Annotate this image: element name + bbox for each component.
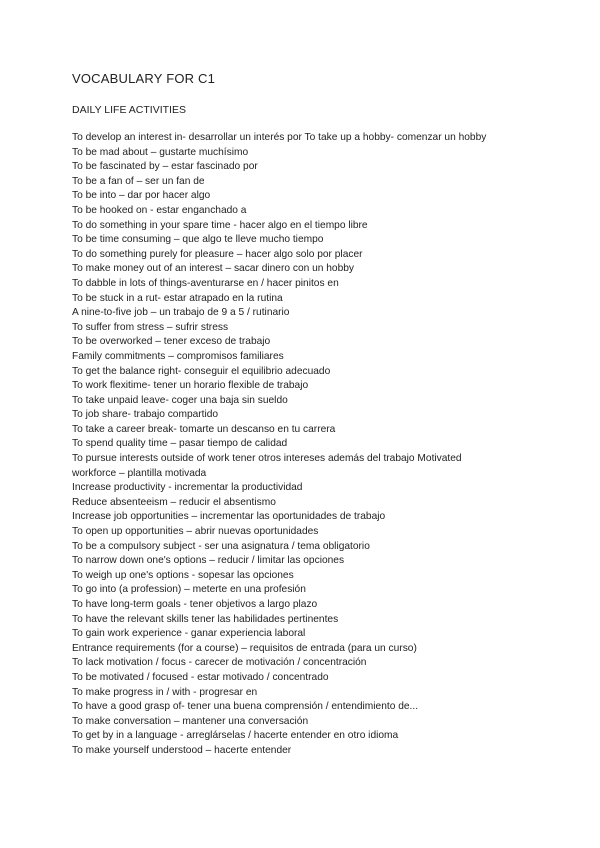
vocabulary-line: To dabble in lots of things-aventurarse en / hacer pinitos en [72, 277, 339, 289]
vocabulary-line: To lack motivation / focus - carecer de motivación / concentración [72, 657, 367, 669]
vocabulary-line: Increase productivity - incrementar la productividad [72, 482, 303, 494]
vocabulary-line: To spend quality time – pasar tiempo de calidad [72, 438, 288, 450]
vocabulary-line: Reduce absenteeism – reducir el absentismo [72, 496, 276, 508]
vocabulary-line: To do something purely for pleasure – hacer algo solo por placer [72, 248, 363, 260]
vocabulary-line: To work flexitime- tener un horario flexible de trabajo [72, 380, 309, 392]
vocabulary-line: To get by in a language - arreglárselas / hacerte entender en otro idioma [72, 730, 399, 742]
vocabulary-line: To be overworked – tener exceso de trabajo [72, 336, 271, 348]
section-heading: DAILY LIFE ACTIVITIES [72, 104, 186, 116]
vocabulary-line: To make yourself understood – hacerte entender [72, 744, 292, 756]
vocabulary-line: To develop an interest in- desarrollar un interés por To take up a hobby- comenzar un hobby [72, 132, 487, 143]
document-title: VOCABULARY FOR C1 [72, 71, 216, 86]
vocabulary-line: To have a good grasp of- tener una buena comprensión / entendimiento de... [72, 701, 419, 713]
vocabulary-line: To pursue interests outside of work tener otros intereses además del trabajo Motivated [72, 453, 462, 465]
vocabulary-line: To be motivated / focused - estar motivado / concentrado [72, 671, 329, 683]
vocabulary-line: To have the relevant skills tener las habilidades pertinentes [72, 613, 339, 625]
vocabulary-line: To be hooked on - estar enganchado a [72, 204, 247, 216]
vocabulary-line: workforce – plantilla motivada [72, 467, 207, 479]
vocabulary-line: To job share- trabajo compartido [72, 409, 219, 421]
vocabulary-line: To be time consuming – que algo te lleve mucho tiempo [72, 234, 324, 246]
vocabulary-line: To make conversation – mantener una conversación [72, 715, 309, 727]
vocabulary-line: To be mad about – gustarte muchísimo [72, 146, 249, 158]
vocabulary-line: To take unpaid leave- coger una baja sin sueldo [72, 394, 288, 406]
vocabulary-line: Increase job opportunities – incrementar las oportunidades de trabajo [72, 511, 386, 523]
vocabulary-list [72, 131, 532, 759]
vocabulary-line: To gain work experience - ganar experiencia laboral [72, 628, 306, 640]
vocabulary-line: To open up opportunities – abrir nuevas oportunidades [72, 526, 319, 538]
vocabulary-line: To have long-term goals - tener objetivos a largo plazo [72, 599, 318, 610]
vocabulary-line: Entrance requirements (for a course) – requisitos de entrada (para un curso) [72, 642, 417, 654]
vocabulary-line: To take a career break- tomarte un descanso en tu carrera [72, 423, 336, 435]
vocabulary-line: Family commitments – compromisos familiares [72, 350, 284, 362]
vocabulary-line: To be a fan of – ser un fan de [72, 175, 205, 187]
vocabulary-line: To be stuck in a rut- estar atrapado en la rutina [72, 292, 283, 304]
vocabulary-line: To go into (a profession) – meterte en una profesión [72, 584, 306, 596]
vocabulary-line: To weigh up one's options - sopesar las opciones [72, 569, 294, 581]
vocabulary-line: To make money out of an interest – sacar dinero con un hobby [72, 263, 355, 275]
vocabulary-line: To do something in your spare time - hacer algo en el tiempo libre [72, 219, 368, 231]
vocabulary-line: A nine-to-five job – un trabajo de 9 a 5 / rutinario [72, 307, 290, 319]
vocabulary-line: To be fascinated by – estar fascinado por [72, 161, 258, 173]
vocabulary-line: To make progress in / with - progresar en [72, 686, 258, 698]
vocabulary-line: To be into – dar por hacer algo [72, 190, 211, 202]
vocabulary-line: To narrow down one's options – reducir / limitar las opciones [72, 555, 345, 567]
vocabulary-line: To get the balance right- conseguir el equilibrio adecuado [72, 365, 331, 377]
vocabulary-line: To suffer from stress – sufrir stress [72, 321, 229, 333]
vocabulary-line: To be a compulsory subject - ser una asignatura / tema obligatorio [72, 540, 370, 552]
